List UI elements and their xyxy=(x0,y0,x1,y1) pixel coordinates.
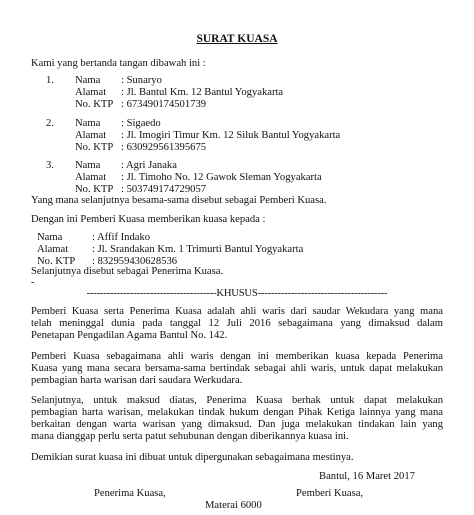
grantee-value: : Affif Indako xyxy=(92,232,151,243)
grantor-value: : Agri Janaka xyxy=(121,160,177,171)
stamp-label: Materai 6000 xyxy=(205,500,262,511)
grantor-label: No. KTP xyxy=(75,142,114,153)
grantee-value: : 832959430628536 xyxy=(92,256,178,267)
grantor-value: : 630929561395675 xyxy=(121,142,207,153)
grantor-value: : Jl. Bantul Km. 12 Bantul Yogyakarta xyxy=(121,87,284,98)
grantee-note: Selanjutnya disebut sebagai Penerima Kuasa. xyxy=(31,266,224,277)
paragraph-line: Kuasa yang mana secara bersama-sama bertindak sebagai ahli waris, untuk dapat melakukan xyxy=(31,363,443,374)
recipient-signature-label: Penerima Kuasa, xyxy=(94,488,166,499)
grantor-number: 2. xyxy=(46,118,54,129)
grantor-value: : 673490174501739 xyxy=(121,99,207,110)
paragraph-2 xyxy=(31,351,443,387)
grantee-label: Alamat xyxy=(37,244,69,255)
paragraph-3 xyxy=(31,395,443,443)
document-title: SURAT KUASA xyxy=(196,33,278,45)
grantor-number: 3. xyxy=(46,160,54,171)
grantor-label: No. KTP xyxy=(75,99,114,110)
paragraph-line: telah meninggal dunia pada tanggal 12 Juli 2016 sebagaimana yang dimaksud dalam xyxy=(31,318,443,329)
grantor-value: : 503749174729057 xyxy=(121,184,207,195)
paragraph-line: Penetapan Pengadilan Agama Bantul No. 142. xyxy=(31,330,228,341)
paragraph-line: Pemberi Kuasa serta Penerima Kuasa adalah ahli waris dari saudar Wekudara yang mana xyxy=(31,306,443,317)
grantor-note: Yang mana selanjutnya besama-sama disebut sebagai Pemberi Kuasa. xyxy=(31,195,327,206)
grantor-label: Alamat xyxy=(75,130,107,141)
paragraph-line: pembagian harta warisan, melakukan tindak hukum dengan Pihak Ketiga lainnya yang mana xyxy=(31,407,443,418)
giver-signature-label: Pemberi Kuasa, xyxy=(296,488,364,499)
place-date: Bantul, 16 Maret 2017 xyxy=(319,471,415,482)
grantor-label: Alamat xyxy=(75,172,107,183)
grantee-label: No. KTP xyxy=(37,256,76,267)
grantor-number: 1. xyxy=(46,75,54,86)
khusus-divider: ---------------------------------------KHUSUS--------------------------------------- xyxy=(86,288,388,299)
grantor-label: Nama xyxy=(75,75,101,86)
paragraph-line: berkaitan dengan warta warisan yang dimaksud. Dan juga melakukan tindakan lain yang xyxy=(31,419,443,430)
grantor-value: : Sigaedo xyxy=(121,118,161,129)
dash-mark: - xyxy=(31,277,35,288)
paragraph-1 xyxy=(31,306,443,342)
paragraph-line: Pemberi Kuasa sebagaimana ahli waris dengan ini memberikan kuasa kepada Penerima xyxy=(31,351,443,362)
grantor-label: Nama xyxy=(75,118,101,129)
grantee-value: : Jl. Srandakan Km. 1 Trimurti Bantul Yogyakarta xyxy=(92,244,304,255)
grantee-label: Nama xyxy=(37,232,63,243)
grantor-value: : Jl. Imogiri Timur Km. 12 Siluk Bantul Yogyakarta xyxy=(121,130,341,141)
grantor-label: Nama xyxy=(75,160,101,171)
closing-statement: Demikian surat kuasa ini dibuat untuk dipergunakan sebagaimana mestinya. xyxy=(31,452,354,463)
paragraph-line: Selanjutnya, untuk maksud diatas, Penerima Kuasa berhak untuk dapat melakukan xyxy=(31,395,443,406)
grantor-value: : Sunaryo xyxy=(121,75,162,86)
grant-intro: Dengan ini Pemberi Kuasa memberikan kuasa kepada : xyxy=(31,214,266,225)
paragraph-line: pembagian harta warisan dari saudara Werkudara. xyxy=(31,375,243,386)
grantor-label: Alamat xyxy=(75,87,107,98)
grantor-value: : Jl. Timoho No. 12 Gawok Sleman Yogyakarta xyxy=(121,172,322,183)
grantor-label: No. KTP xyxy=(75,184,114,195)
paragraph-line: mana dianggap perlu serta patut sehubunan dengan diberikannya kuasa ini. xyxy=(31,431,349,442)
intro-text: Kami yang bertanda tangan dibawah ini : xyxy=(31,58,206,69)
